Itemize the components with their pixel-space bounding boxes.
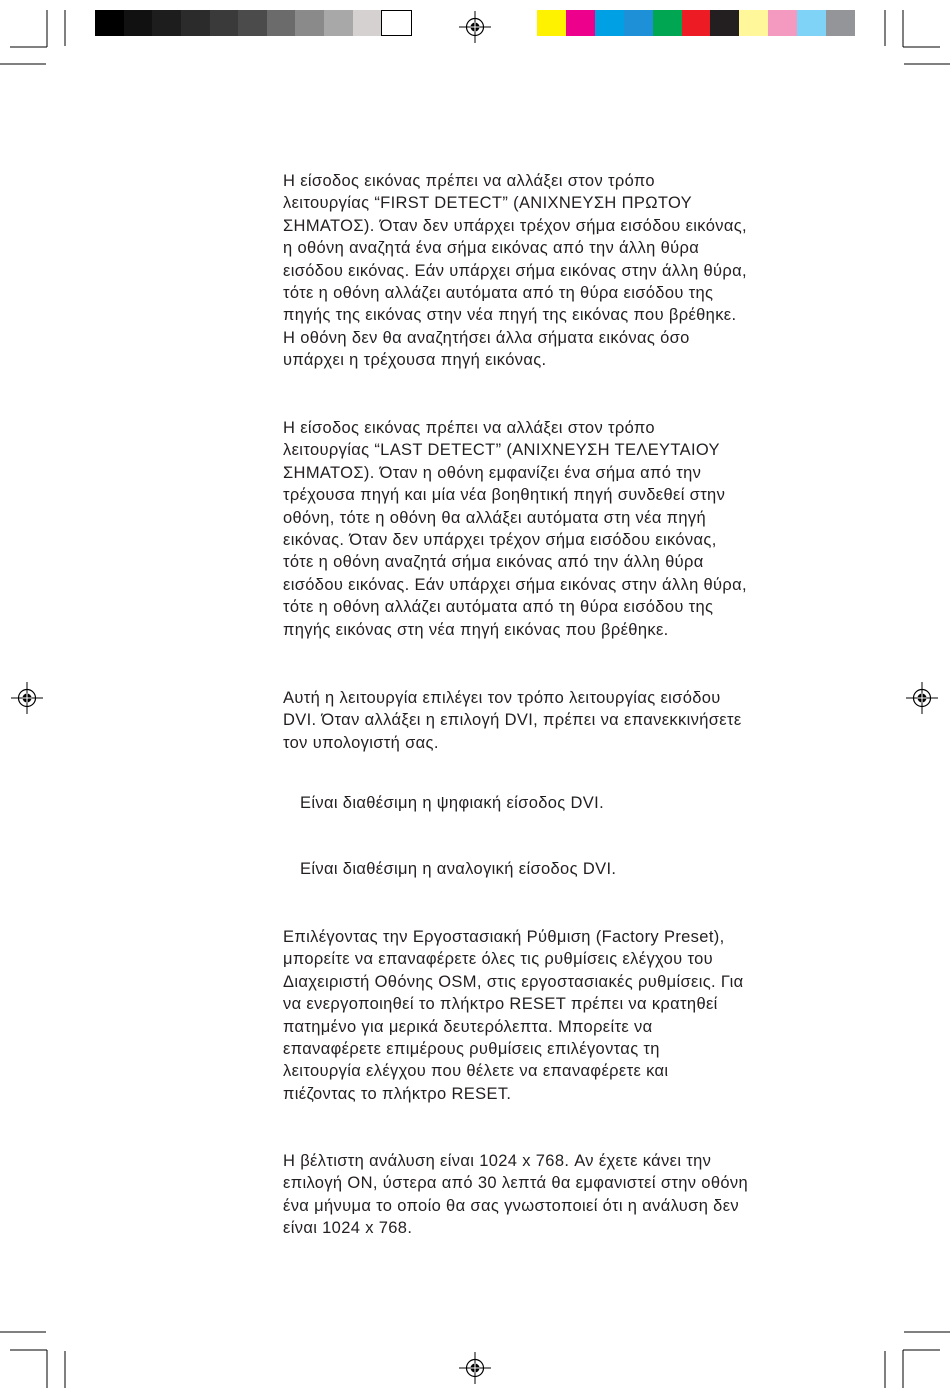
paragraph-line: εισόδου εικόνας. Εάν υπάρχει σήμα εικόνας στην άλλη θύρα, bbox=[283, 575, 747, 594]
paragraph-line: να ενεργοποιηθεί το πλήκτρο RESET πρέπει να κρατηθεί bbox=[283, 995, 718, 1014]
color-swatch bbox=[653, 10, 682, 36]
grayscale-color-bar bbox=[95, 10, 412, 36]
color-swatch bbox=[710, 10, 739, 36]
color-swatch bbox=[682, 10, 711, 36]
paragraph-line: ΣΗΜΑΤΟΣ). Όταν η οθόνη εμφανίζει ένα σήμα από την bbox=[283, 463, 702, 482]
crop-mark-bottom-left bbox=[0, 1332, 65, 1388]
paragraph-line: τότε η οθόνη αλλάζει αυτόματα από τη θύρα εισόδου της bbox=[283, 598, 714, 617]
paragraph-line: Είναι διαθέσιμη η ψηφιακή είσοδος DVI. bbox=[300, 794, 605, 812]
registration-mark-left bbox=[11, 682, 43, 714]
registration-mark-right bbox=[906, 682, 938, 714]
paragraph-line: επαναφέρετε επιμέρους ρυθμίσεις επιλέγοντας τη bbox=[283, 1040, 660, 1059]
gray-swatch bbox=[238, 10, 267, 36]
crop-mark-top-right bbox=[885, 10, 950, 64]
gray-swatch bbox=[95, 10, 124, 36]
paragraph-line: είναι 1024 x 768. bbox=[283, 1219, 413, 1238]
paragraph-first-detect bbox=[283, 170, 747, 372]
registration-mark-bottom bbox=[459, 1352, 491, 1384]
paragraph-resolution-notifier bbox=[283, 1150, 748, 1240]
color-swatch bbox=[739, 10, 768, 36]
option-digital-dvi bbox=[300, 792, 604, 814]
paragraph-line: DVI. Όταν αλλάξει η επιλογή DVI, πρέπει να επανεκκινήσετε bbox=[283, 711, 742, 730]
paragraph-line: τότε η οθόνη αναζητά σήμα εικόνας από την άλλη θύρα bbox=[283, 553, 704, 572]
paragraph-line: πιέζοντας το πλήκτρο RESET. bbox=[283, 1084, 512, 1103]
paragraph-line: Επιλέγοντας την Εργοστασιακή Ρύθμιση (Factory Preset), bbox=[283, 928, 725, 946]
paragraph-line: Η οθόνη δεν θα αναζητήσει άλλα σήματα εικόνας όσο bbox=[283, 328, 690, 347]
paragraph-line: λειτουργία ελέγχου που θέλετε να επαναφέρετε και bbox=[283, 1062, 669, 1081]
color-swatch bbox=[797, 10, 826, 36]
gray-swatch bbox=[152, 10, 181, 36]
paragraph-line: ένα μήνυμα το οποίο θα σας γνωστοποιεί ότι η ανάλυση δεν bbox=[283, 1196, 740, 1215]
gray-swatch bbox=[295, 10, 324, 36]
option-analog-dvi bbox=[300, 858, 616, 880]
color-swatch bbox=[826, 10, 855, 36]
process-color-bar bbox=[537, 10, 855, 36]
paragraph-dvi-selection bbox=[283, 687, 742, 754]
gray-swatch bbox=[267, 10, 296, 36]
gray-swatch bbox=[353, 10, 382, 36]
paragraph-line: επιλογή ON, ύστερα από 30 λεπτά θα εμφανιστεί στην οθόνη bbox=[283, 1174, 749, 1193]
paragraph-line: υπάρχει η τρέχουσα πηγή εικόνας. bbox=[283, 351, 547, 370]
crop-mark-bottom-right bbox=[885, 1332, 950, 1388]
paragraph-line: Διαχειριστή Οθόνης OSM, στις εργοστασιακές ρυθμίσεις. Για bbox=[283, 972, 744, 991]
paragraph-line: τρέχουσα πηγή και μία νέα βοηθητική πηγή συνδεθεί στην bbox=[283, 486, 726, 505]
paragraph-line: τότε η οθόνη αλλάζει αυτόματα από τη θύρα εισόδου της bbox=[283, 284, 714, 303]
gray-swatch bbox=[210, 10, 239, 36]
gray-swatch bbox=[124, 10, 153, 36]
registration-mark-top bbox=[459, 11, 491, 43]
paragraph-line: εικόνας. Όταν δεν υπάρχει τρέχον σήμα εισόδου εικόνας, bbox=[283, 531, 717, 550]
paragraph-line: Είναι διαθέσιμη η αναλογική είσοδος DVI. bbox=[300, 860, 617, 878]
paragraph-line: τον υπολογιστή σας. bbox=[283, 733, 439, 752]
gray-swatch bbox=[381, 10, 412, 36]
crop-mark-top-left bbox=[0, 10, 65, 64]
color-swatch bbox=[595, 10, 624, 36]
paragraph-line: Η είσοδος εικόνας πρέπει να αλλάξει στον τρόπο bbox=[283, 419, 655, 437]
color-swatch bbox=[624, 10, 653, 36]
paragraph-line: λειτουργίας “LAST DETECT” (ΑΝΙΧΝΕΥΣΗ ΤΕΛΕΥΤΑΙΟΥ bbox=[283, 441, 720, 460]
paragraph-factory-preset bbox=[283, 926, 744, 1105]
paragraph-last-detect bbox=[283, 417, 747, 641]
paragraph-line: πηγής εικόνας στη νέα πηγή εικόνας που βρέθηκε. bbox=[283, 620, 669, 639]
color-swatch bbox=[566, 10, 595, 36]
paragraph-line: οθόνη, τότε η οθόνη θα αλλάξει αυτόματα στη νέα πηγή bbox=[283, 508, 707, 527]
paragraph-line: η οθόνη αναζητά ένα σήμα εικόνας από την άλλη θύρα bbox=[283, 239, 700, 258]
paragraph-line: Η βέλτιστη ανάλυση είναι 1024 x 768. Αν έχετε κάνει την bbox=[283, 1152, 712, 1170]
paragraph-line: λειτουργίας “FIRST DETECT” (ΑΝΙΧΝΕΥΣΗ ΠΡΩΤΟΥ bbox=[283, 194, 693, 213]
color-swatch bbox=[537, 10, 566, 36]
gray-swatch bbox=[324, 10, 353, 36]
paragraph-line: πατημένο για μερικά δευτερόλεπτα. Μπορείτε να bbox=[283, 1017, 653, 1036]
paragraph-line: Αυτή η λειτουργία επιλέγει τον τρόπο λειτουργίας εισόδου bbox=[283, 689, 721, 707]
paragraph-line: Η είσοδος εικόνας πρέπει να αλλάξει στον τρόπο bbox=[283, 172, 655, 190]
gray-swatch bbox=[181, 10, 210, 36]
paragraph-line: μπορείτε να επαναφέρετε όλες τις ρυθμίσεις ελέγχου του bbox=[283, 950, 713, 969]
paragraph-line: πηγής της εικόνας στην νέα πηγή της εικόνας που βρέθηκε. bbox=[283, 306, 737, 325]
paragraph-line: ΣΗΜΑΤΟΣ). Όταν δεν υπάρχει τρέχον σήμα εισόδου εικόνας, bbox=[283, 216, 747, 235]
color-swatch bbox=[768, 10, 797, 36]
paragraph-line: εισόδου εικόνας. Εάν υπάρχει σήμα εικόνας στην άλλη θύρα, bbox=[283, 261, 747, 280]
